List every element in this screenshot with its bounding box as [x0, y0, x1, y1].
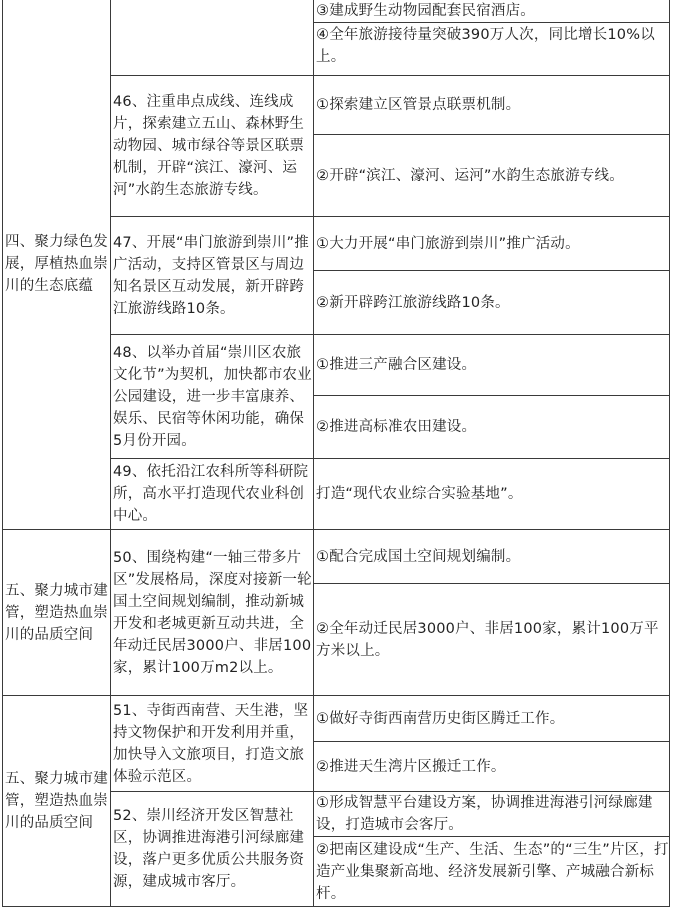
category-cell: 五、聚力城市建管，塑造热血崇川的品质空间	[3, 696, 111, 907]
measure-cell: ②全年动迁民居3000户、非居100家，累计100万平方米以上。	[314, 584, 670, 696]
measure-cell: ②开辟“滨江、濠河、运河”水韵生态旅游专线。	[314, 135, 670, 217]
table-row	[3, 0, 670, 23]
measure-cell: ①形成智慧平台建设方案，协调推进海港引河绿廊建设，打造城市会客厅。	[314, 792, 670, 837]
measure-cell: ③建成野生动物园配套民宿酒店。	[314, 0, 670, 23]
task-cell: 46、注重串点成线、连线成片，探索建立五山、森林野生动物园、城市绿谷等景区联票机制，开辟“滨江、濠河、运河”水韵生态旅游专线。	[111, 76, 314, 217]
measure-cell: ①大力开展“串门旅游到崇川”推广活动。	[314, 217, 670, 271]
task-cell: 50、围绕构建“一轴三带多片区”发展格局，深度对接新一轮国土空间规划编制，推动新城开发和老城更新互动共进，全年动迁民居3000户、非居100家，累计100万m2以上。	[111, 530, 314, 696]
measure-cell: ④全年旅游接待量突破390万人次，同比增长10%以上。	[314, 23, 670, 76]
measure-cell: ①做好寺街西南营历史街区腾迁工作。	[314, 696, 670, 742]
table-row	[3, 530, 670, 584]
category-cell: 四、聚力绿色发展，厚植热血崇川的生态底蕴	[3, 0, 111, 530]
task-cell: 49、依托沿江农科所等科研院所，高水平打造现代农业科创中心。	[111, 459, 314, 530]
measure-cell: ②新开辟跨江旅游线路10条。	[314, 271, 670, 335]
task-cell	[111, 0, 314, 76]
measure-cell: ①探索建立区管景点联票机制。	[314, 76, 670, 135]
measure-cell: ①推进三产融合区建设。	[314, 335, 670, 396]
measure-cell: ②推进高标准农田建设。	[314, 396, 670, 459]
task-cell: 51、寺街西南营、天生港，坚持文物保护和开发利用并重，加快导入文旅项目，打造文旅体验示范区。	[111, 696, 314, 792]
task-cell: 52、崇川经济开发区智慧社区，协调推进海港引河绿廊建设，落户更多优质公共服务资源，建成城市客厅。	[111, 792, 314, 907]
category-cell: 五、聚力城市建管，塑造热血崇川的品质空间	[3, 530, 111, 696]
task-cell: 48、以举办首届“崇川区农旅文化节”为契机，加快都市农业公园建设，进一步丰富康养、娱乐、民宿等休闲功能，确保5月份开园。	[111, 335, 314, 459]
measure-cell: ②把南区建设成“生产、生活、生态”的“三生”片区，打造产业集聚新高地、经济发展新引擎、产城融合新标杆。	[314, 837, 670, 907]
task-cell: 47、开展“串门旅游到崇川”推广活动，支持区管景区与周边知名景区互动发展，新开辟跨江旅游线路10条。	[111, 217, 314, 335]
measure-cell: ②推进天生湾片区搬迁工作。	[314, 742, 670, 792]
measure-cell: ①配合完成国土空间规划编制。	[314, 530, 670, 584]
measure-cell: 打造“现代农业综合实验基地”。	[314, 459, 670, 530]
task-table	[2, 0, 670, 907]
table-row	[3, 696, 670, 742]
